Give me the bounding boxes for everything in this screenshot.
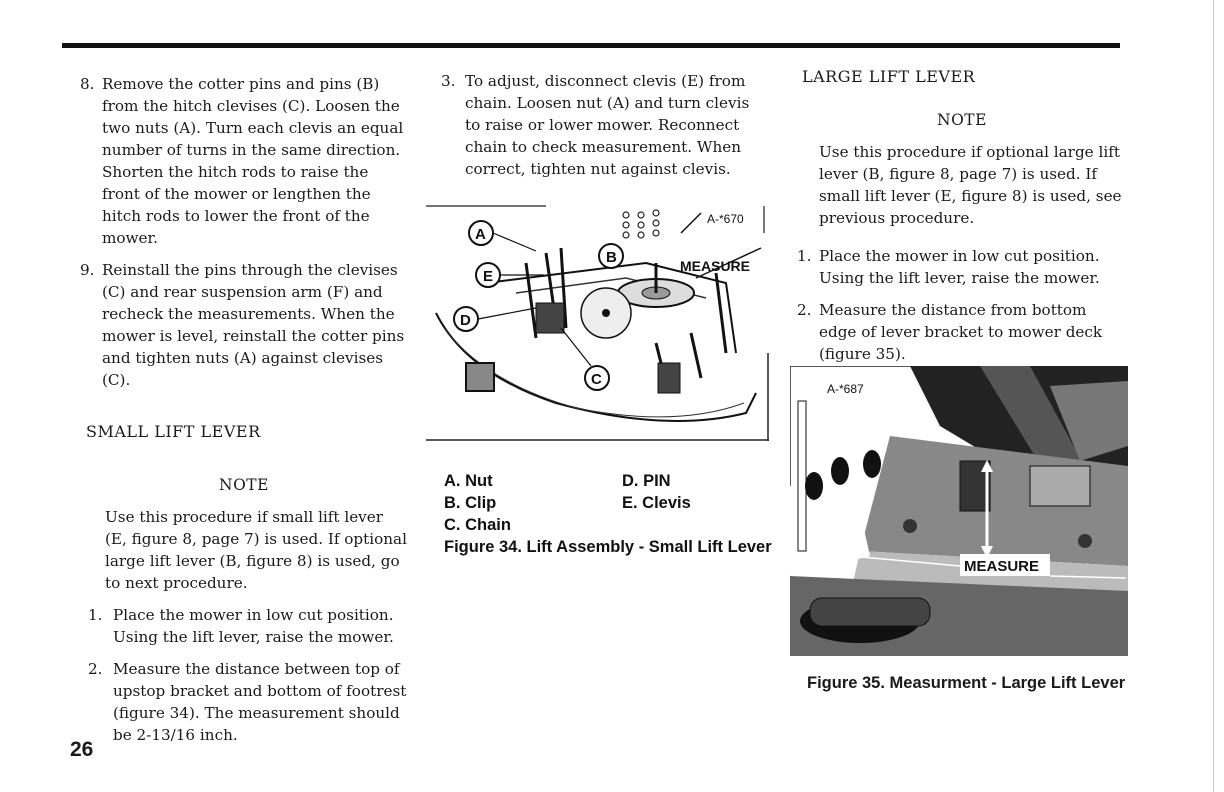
- legend-d: D. PIN: [622, 472, 671, 490]
- small-step-2-text: Measure the distance between top of upstop bracket and bottom of footrest (figure 34). The measurement should be 2-13/16 inch.: [113, 660, 407, 744]
- large-step-1: [797, 245, 1122, 289]
- column-right: [797, 66, 1122, 365]
- small-lift-note-label: NOTE: [219, 476, 269, 494]
- step-3-text: To adjust, disconnect clevis (E) from chain. Loosen nut (A) and turn clevis to raise or lower mower. Reconnect chain to check measurement. When correct, tighten nut against clevis.: [465, 72, 750, 178]
- step-9-text: Reinstall the pins through the clevises (C) and rear suspension arm (F) and recheck the measurements. When the mower is level, reinstall the cotter pins and tighten nuts (A) against clevises (C).: [102, 261, 405, 389]
- figure-35-photo: [790, 366, 1128, 656]
- small-step-2: [80, 658, 408, 746]
- callout-e: E: [483, 268, 494, 285]
- legend-c: C. Chain: [444, 516, 511, 534]
- step-8-text: Remove the cotter pins and pins (B) from the hitch clevises (C). Loosen the two nuts (A). Turn each clevis an equal number of turns in the same direction. Shorten the hitch rods to raise the front of the mower or lengthen the hitch rods to lower the front of the mower.: [102, 75, 404, 247]
- small-step-1-number: 1.: [88, 606, 103, 624]
- large-lift-note-text: Use this procedure if optional large lift lever (B, figure 8, page 7) is used. If small lift lever (E, figure 8) is used, see previous procedure.: [819, 143, 1122, 227]
- figure-34-legend: [444, 470, 774, 558]
- large-lift-note-label: NOTE: [937, 111, 987, 129]
- figure-34-ref: A-*670: [707, 212, 744, 226]
- figure-34-measure-label: MEASURE: [680, 258, 751, 274]
- figure-35-ref: A-*687: [827, 382, 864, 396]
- page-edge: [1213, 0, 1214, 792]
- step-9-number: 9.: [80, 261, 95, 279]
- small-step-2-number: 2.: [88, 660, 103, 678]
- small-step-1: [80, 604, 408, 648]
- step-3: [441, 70, 766, 180]
- header-rule: [62, 43, 1120, 48]
- step-3-number: 3.: [441, 72, 456, 90]
- figure-35-caption: Figure 35. Measurment - Large Lift Lever: [807, 674, 1126, 692]
- column-middle: [441, 70, 766, 180]
- callout-d: D: [460, 312, 471, 329]
- callout-b: B: [606, 249, 617, 266]
- figure-34-illustration: [426, 203, 771, 443]
- large-step-2-number: 2.: [797, 301, 812, 319]
- step-9: [80, 259, 408, 391]
- large-lift-lever-heading: LARGE LIFT LEVER: [802, 67, 976, 86]
- legend-b: B. Clip: [444, 494, 497, 512]
- column-left: [80, 73, 408, 746]
- large-step-2-text: Measure the distance from bottom edge of lever bracket to mower deck (figure 35).: [819, 301, 1103, 363]
- legend-e: E. Clevis: [622, 494, 691, 512]
- page-number: 26: [70, 738, 94, 761]
- figure-34-caption: Figure 34. Lift Assembly - Small Lift Lever: [444, 538, 772, 556]
- legend-a: A. Nut: [444, 472, 493, 490]
- large-step-1-number: 1.: [797, 247, 812, 265]
- step-8-number: 8.: [80, 75, 95, 93]
- small-lift-lever-heading: SMALL LIFT LEVER: [86, 422, 261, 441]
- step-8: [80, 73, 408, 249]
- callout-c: C: [591, 371, 602, 388]
- large-step-1-text: Place the mower in low cut position. Using the lift lever, raise the mower.: [819, 247, 1100, 287]
- figure-35-measure-label: MEASURE: [964, 558, 1040, 575]
- callout-a: A: [475, 226, 486, 243]
- small-step-1-text: Place the mower in low cut position. Using the lift lever, raise the mower.: [113, 606, 394, 646]
- large-step-2: [797, 299, 1122, 365]
- small-lift-note-text: Use this procedure if small lift lever (E, figure 8, page 7) is used. If optional large lift lever (B, figure 8) is used, go to next procedure.: [105, 508, 407, 592]
